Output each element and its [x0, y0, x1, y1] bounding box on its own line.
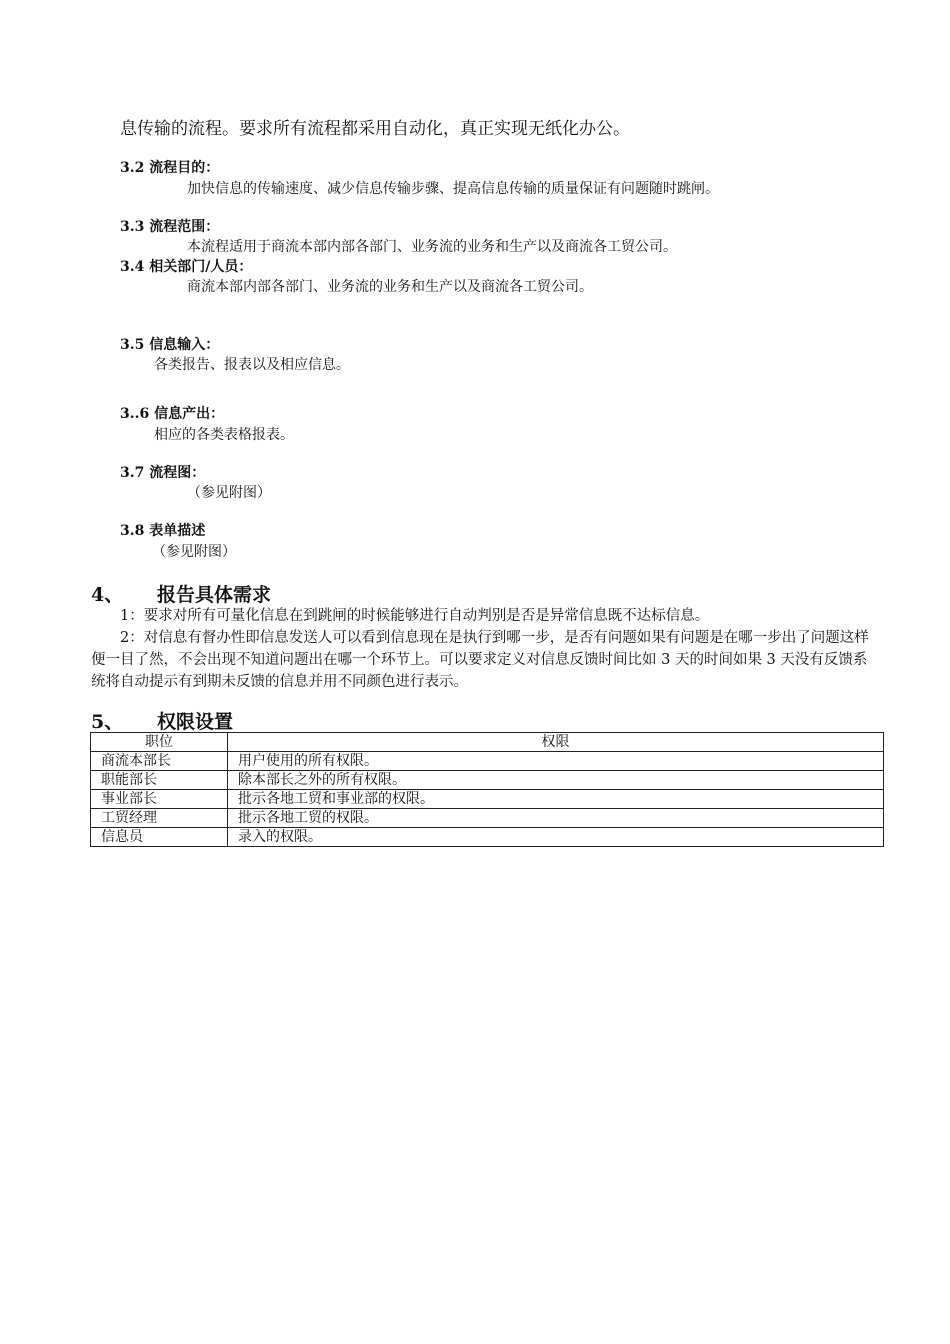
- section-4-heading: [91, 580, 271, 607]
- section-3-7-heading: 3.7 流程图：: [120, 465, 206, 481]
- table-row: [91, 790, 884, 809]
- table-row: [91, 752, 884, 771]
- section-5-heading: [91, 707, 233, 734]
- permission-cell: 用户使用的所有权限。: [228, 752, 884, 771]
- position-cell: 职能部长: [91, 771, 228, 790]
- permission-cell: 批示各地工贸的权限。: [228, 809, 884, 828]
- section-4-number: 4、: [91, 584, 124, 606]
- section-5-number: 5、: [91, 711, 124, 733]
- table-row: [91, 809, 884, 828]
- section-3-5-body: 各类报告、报表以及相应信息。: [154, 357, 350, 373]
- header-position: 职位: [91, 733, 228, 752]
- requirement-paragraph-1: 1：要求对所有可量化信息在到跳闸的时候能够进行自动判别是否是异常信息既不达标信息。: [120, 608, 710, 624]
- section-3-4-body: 商流本部内部各部门、业务流的业务和生产以及商流各工贸公司。: [187, 279, 593, 295]
- section-3-2-body: 加快信息的传输速度、减少信息传输步骤、提高信息传输的质量保证有问题随时跳闸。: [187, 181, 719, 197]
- section-3-6-body: 相应的各类表格报表。: [154, 427, 294, 443]
- header-permission: 权限: [228, 733, 884, 752]
- permission-cell: 录入的权限。: [228, 828, 884, 847]
- section-4-title: 报告具体需求: [157, 584, 272, 606]
- section-3-2-heading: 3.2 流程目的：: [120, 160, 220, 176]
- table-row: [91, 828, 884, 847]
- intro-line: 息传输的流程。要求所有流程都采用自动化，真正实现无纸化办公。: [120, 119, 630, 139]
- table-row: [91, 771, 884, 790]
- section-3-6-heading: 3..6 信息产出：: [120, 406, 225, 422]
- section-3-5-heading: 3.5 信息输入：: [120, 337, 220, 353]
- position-cell: 事业部长: [91, 790, 228, 809]
- position-cell: 商流本部长: [91, 752, 228, 771]
- position-cell: 工贸经理: [91, 809, 228, 828]
- section-3-4-heading: 3.4 相关部门/人员：: [120, 259, 253, 275]
- section-5-title: 权限设置: [157, 711, 234, 733]
- table-header-row: [91, 733, 884, 752]
- requirement-paragraph-2: 2：对信息有督办性即信息发送人可以看到信息现在是执行到哪一步，是否有问题如果有问题是在哪一步出了问题这样便一目了然，不会出现不知道问题出在哪一个环节上。可以要求定义对信息反馈时间比如 3 天的时间如果 3 天没有反馈系统将自动提示有到期未反馈的信息并用不同颜色进行表示。: [91, 630, 869, 690]
- section-3-3-body: 本流程适用于商流本部内部各部门、业务流的业务和生产以及商流各工贸公司。: [187, 239, 677, 255]
- permission-cell: 除本部长之外的所有权限。: [228, 771, 884, 790]
- section-3-7-body: （参见附图）: [187, 485, 271, 501]
- section-4-body: [91, 605, 871, 693]
- section-3-3-heading: 3.3 流程范围：: [120, 219, 220, 235]
- permission-cell: 批示各地工贸和事业部的权限。: [228, 790, 884, 809]
- section-3-8-heading: 3.8 表单描述: [120, 523, 206, 539]
- position-cell: 信息员: [91, 828, 228, 847]
- permission-table: [90, 732, 884, 847]
- section-3-8-body: （参见附图）: [152, 544, 236, 560]
